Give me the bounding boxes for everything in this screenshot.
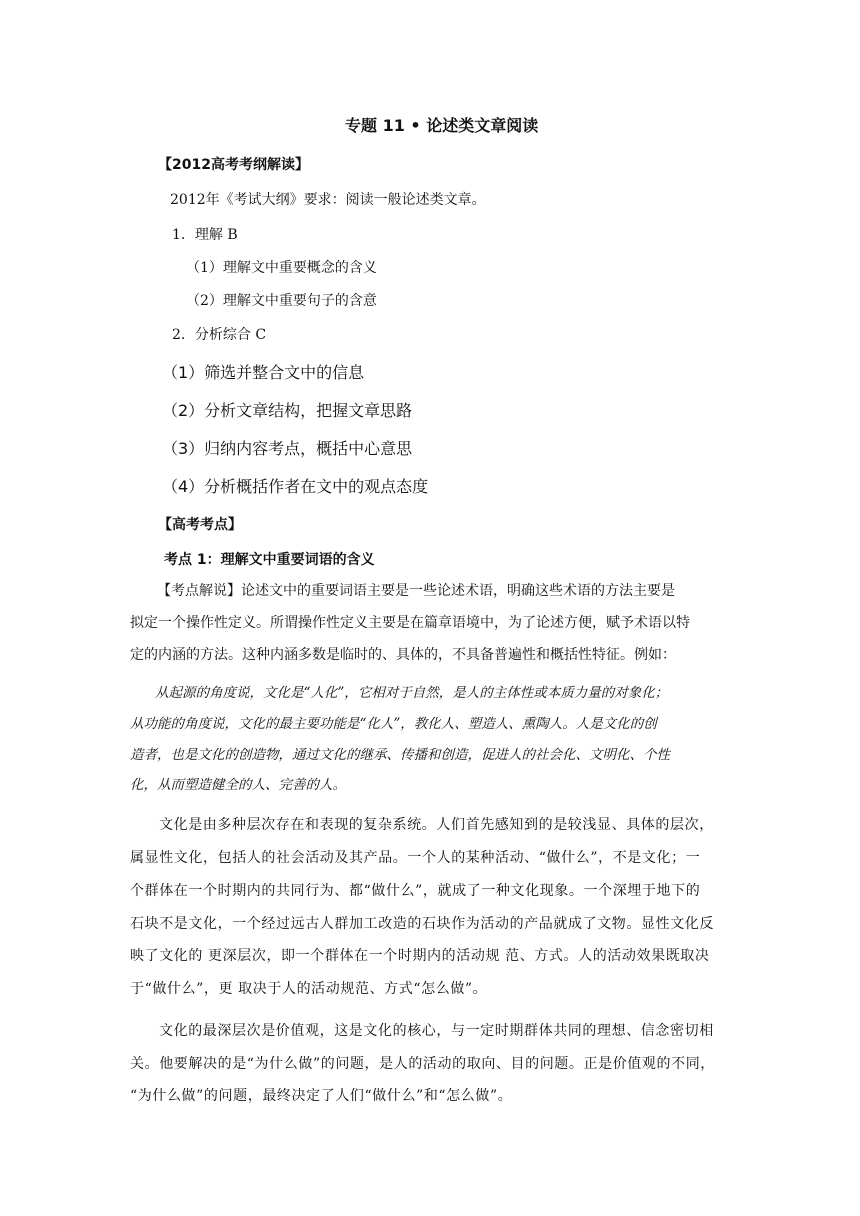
outline-item-2-sub: （4）分析概括作者在文中的观点态度 (162, 477, 429, 496)
example-line: 化，从而塑造健全的人、完善的人。 (130, 777, 346, 793)
paragraph-line: 石块不是文化，一个经过远古人群加工改造的石块作为活动的产品就成了文物。显性文化反 (130, 916, 714, 932)
outline-item-2: 2．分析综合 C (172, 327, 267, 343)
outline-heading: 【2012高考考纲解读】 (158, 157, 309, 173)
example-line: 从功能的角度说，文化的最主要功能是“化人”，教化人、塑造人、熏陶人。人是文化的创 (130, 716, 657, 732)
paragraph-line: 关。他要解决的是“为什么做”的问题，是人的活动的取向、目的问题。正是价值观的不同， (130, 1056, 715, 1072)
example-line: 造者，也是文化的创造物，通过文化的继承、传播和创造，促进人的社会化、文明化、个性 (130, 747, 670, 763)
paragraph-line: “为什么做”的问题，最终决定了人们“做什么”和“怎么做”。 (130, 1088, 513, 1104)
explain-line: 定的内涵的方法。这种内涵多数是临时的、具体的，不具备普遍性和概括性特征。例如： (130, 647, 676, 663)
paragraph-line: 文化的最深层次是价值观，这是文化的核心，与一定时期群体共同的理想、信念密切相 (159, 1023, 714, 1039)
outline-item-2-sub: （2）分析文章结构，把握文章思路 (162, 401, 413, 420)
example-line: 从起源的角度说，文化是“人化”，它相对于自然，是人的主体性或本质力量的对象化； (155, 685, 669, 701)
points-heading: 【高考考点】 (158, 517, 242, 533)
outline-item-1: 1．理解 B (172, 227, 238, 243)
paragraph-line: 映了文化的 更深层次，即一个群体在一个时期内的活动规 范、方式。人的活动效果既取决 (130, 948, 710, 964)
paragraph-line: 于“做什么”，更 取决于人的活动规范、方式“怎么做”。 (130, 981, 488, 997)
explain-line: 拟定一个操作性定义。所谓操作性定义主要是在篇章语境中，为了论述方便，赋予术语以特 (130, 615, 690, 631)
paragraph-line: 属显性文化，包括人的社会活动及其产品。一个人的某种活动、“做什么”，不是文化；一 (130, 850, 701, 866)
outline-item-2-sub: （1）筛选并整合文中的信息 (162, 363, 365, 382)
outline-item-1-sub: （1）理解文中重要概念的含义 (186, 260, 377, 276)
explain-line: 【考点解说】论述文中的重要词语主要是一些论述术语，明确这些术语的方法主要是 (157, 583, 675, 599)
paragraph-line: 个群体在一个时期内的共同行为、都“做什么”，就成了一种文化现象。一个深埋于地下的 (130, 883, 701, 899)
paragraph-line: 文化是由多种层次存在和表现的复杂系统。人们首先感知到的是较浅显、具体的层次， (159, 817, 714, 833)
outline-item-1-sub: （2）理解文中重要句子的含意 (186, 293, 377, 309)
page-title: 专题 11 • 论述类文章阅读 (345, 116, 539, 135)
point-1-title: 考点 1：理解文中重要词语的含义 (164, 552, 375, 568)
outline-item-2-sub: （3）归纳内容考点，概括中心意思 (162, 439, 413, 458)
outline-intro: 2012年《考试大纲》要求：阅读一般论述类文章。 (170, 192, 486, 208)
